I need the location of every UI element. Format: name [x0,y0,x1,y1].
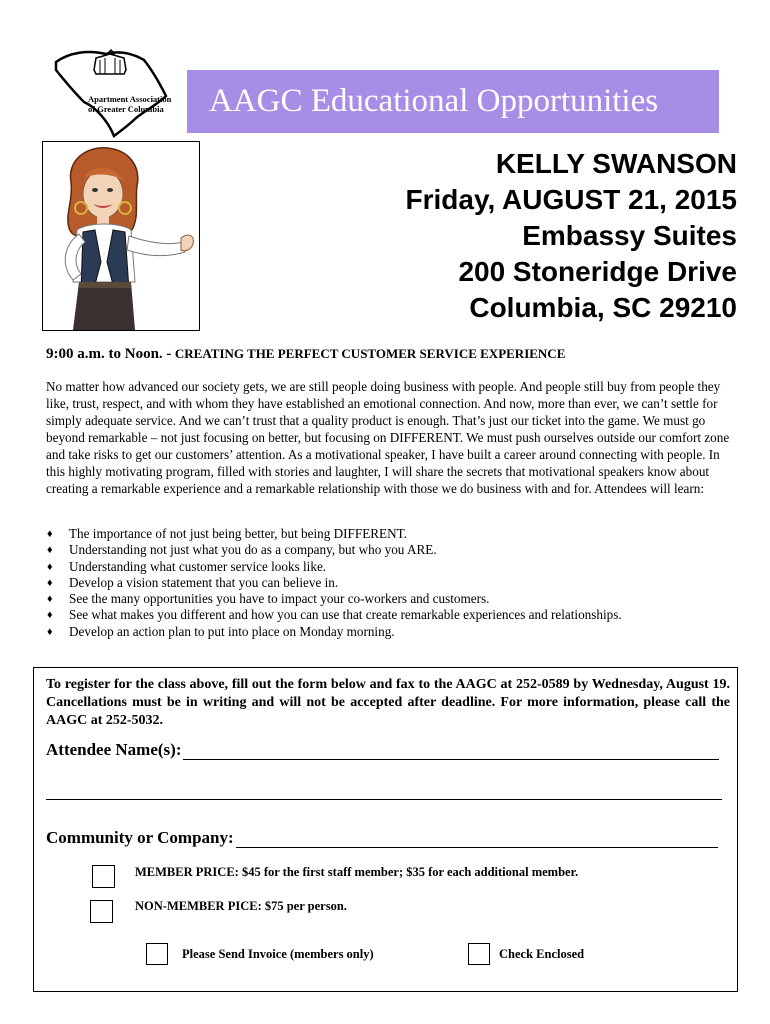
speaker-name: KELLY SWANSON [495,148,737,179]
registration-form [33,667,738,992]
logo-text-line1: Apartment Association [88,94,172,104]
attendee-name-label: Attendee Name(s): [46,740,182,759]
attendee-name-field [46,740,719,760]
send-invoice-checkbox[interactable] [146,943,168,965]
event-date: Friday, AUGUST 21, 2015 [405,184,737,215]
list-item: ♦ Develop an action plan to put into place on Monday morning. [47,623,395,639]
attendee-name-input[interactable] [183,743,719,760]
session-heading [46,346,565,363]
company-field [46,828,718,848]
header-banner [187,70,719,133]
attendee-name-input-line2[interactable] [46,799,722,800]
check-enclosed-checkbox[interactable] [468,943,490,965]
diamond-bullet-icon: ♦ [47,593,53,606]
learning-points-list [46,526,622,640]
list-item: ♦ The importance of not just being better, but being DIFFERENT. [47,526,408,541]
session-description [46,378,736,497]
diamond-bullet-icon: ♦ [47,609,53,622]
diamond-bullet-icon: ♦ [47,544,53,557]
speaker-caricature [42,141,200,331]
event-city: Columbia, SC 29210 [469,292,737,323]
send-invoice-label: Please Send Invoice (members only) [182,947,374,961]
session-title: CREATING THE PERFECT CUSTOMER SERVICE EXPERIENCE [174,346,566,361]
aagc-logo [48,48,186,138]
event-venue: Embassy Suites [522,220,737,251]
member-price-label: MEMBER PRICE: $45 for the first staff member; $35 for each additional member. [135,865,579,879]
list-item: ♦ Understanding not just what you do as a company, but who you ARE. [47,542,437,558]
description-text: No matter how advanced our society gets, we are still people doing business with people. And people still buy from people they like, trust, respect, and with whom they have established an emotional connection. And now, more than ever, we can’t settle for simply adequate service. And we can’t trust that a quality product is enough. That’s just our ticket into the game. We must go beyond remarkable – not just focusing on better, but focusing on DIFFERENT. We must push ourselves outside our comfort zone and take risks to get our customers’ attention. As a motivational speaker, I have built a career around connecting with people. In this highly motivating program, filled with stories and laughter, I will share the secrets that motivational speakers know about creating a remarkable experience and a remarkable relationship with those we do business with and for. Attendees will learn: [46,379,730,496]
list-item: ♦ Develop a vision statement that you can believe in. [47,574,339,590]
event-address: 200 Stoneridge Drive [458,256,737,287]
speaker-caricature-icon [43,142,199,330]
registration-instructions: To register for the class above, fill out the form below and fax to the AAGC at 252-0589 by Wednesday, August 19. Cancellations must be in writing and will not be accepted after deadline. For more information, please call the AAGC at 252-5032. [46,677,730,728]
event-details [406,146,737,326]
diamond-bullet-icon: ♦ [47,576,53,589]
list-item: ♦ See the many opportunities you have to impact your co-workers and customers. [47,591,490,607]
list-item: ♦ Understanding what customer service looks like. [47,558,327,574]
check-enclosed-label: Check Enclosed [499,947,585,961]
banner-title: AAGC Educational Opportunities [209,83,659,119]
company-label: Community or Company: [46,828,234,847]
diamond-bullet-icon: ♦ [47,625,53,638]
diamond-bullet-icon: ♦ [47,560,53,573]
logo-text-line2: of Greater Columbia [88,104,164,114]
session-time: 9:00 a.m. to Noon. - [46,346,172,362]
nonmember-price-checkbox[interactable] [90,900,113,923]
diamond-bullet-icon: ♦ [47,528,53,540]
south-carolina-state-icon [48,48,186,138]
member-price-checkbox[interactable] [92,865,115,888]
list-item: ♦ See what makes you different and how you can use that create remarkable experiences and relationships. [47,607,622,623]
nonmember-price-label: NON-MEMBER PICE: $75 per person. [135,899,347,913]
company-input[interactable] [236,831,718,848]
